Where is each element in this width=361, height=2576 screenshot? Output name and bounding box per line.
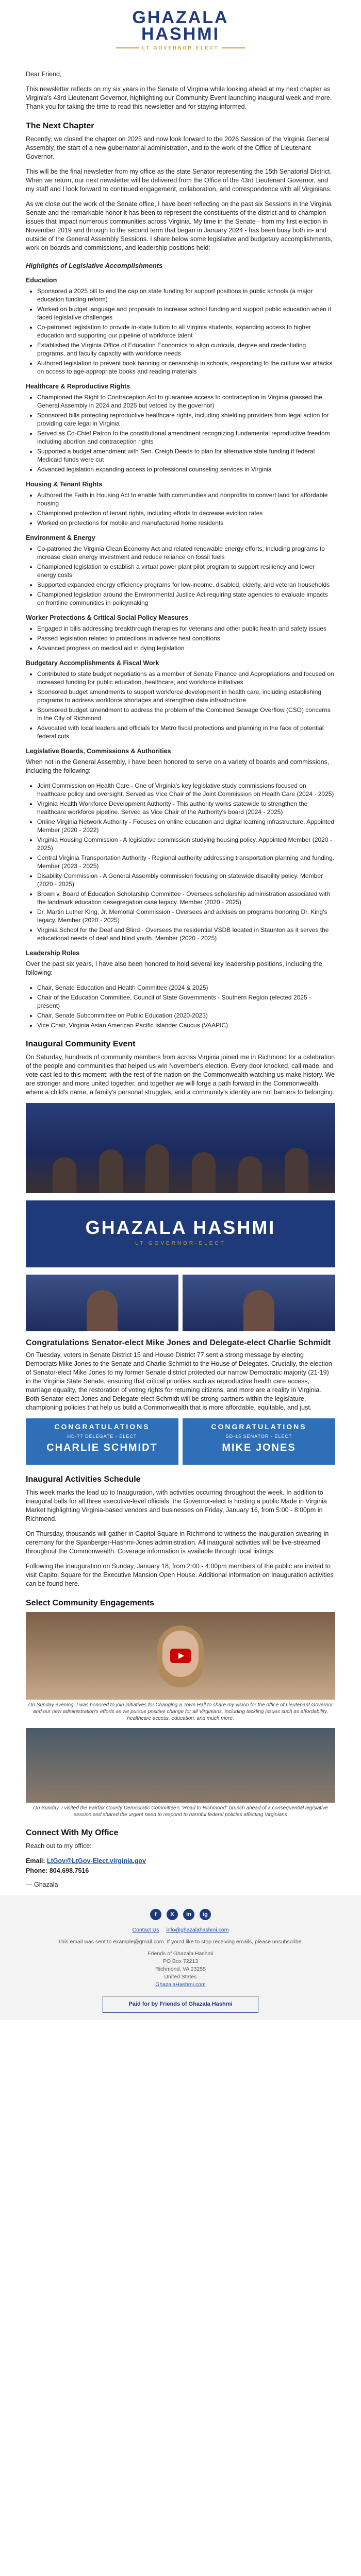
list-item: • Co-patroned the Virginia Clean Economy Act and related renewable energy efforts, including programs to increase clean energy investment and reduce reliance on fossil fuels: [37, 545, 335, 561]
list-item: • Chair, Senate Subcommittee on Public Education (2020-2023): [37, 1011, 335, 1020]
list-item: • Championed legislation around the Environmental Justice Act requiring state agencies to evaluate impacts on frontline communities in policymaking: [37, 590, 335, 607]
list-item: • Disability Commission - A General Assembly commission focusing on statewide disability policy. Member (2020 - 2025): [37, 872, 335, 888]
instagram-icon[interactable]: ig: [200, 1909, 211, 1920]
list-item: • Sponsored budget amendments to support workforce development in health care, including establishing programs to address workforce shortages and strengthen data infrastructure: [37, 688, 335, 704]
list-item: • Chair of the Education Committee, Council of State Governments - Southern Region (elected 2025 - present): [37, 993, 335, 1010]
event-photos-pair: [26, 1275, 335, 1331]
footer-address-1: PO Box 72213: [162, 1958, 199, 1964]
logo-name-1: GHAZALA: [132, 8, 229, 27]
banner-sub: LT GOVERNOR-ELECT: [135, 1241, 226, 1246]
list-item: • Authored legislation to prevent book banning or censorship in schools, responding to the culture war attacks on access to age-appropriate books and reading materials: [37, 359, 335, 376]
schedule-p3: Following the inauguration on Sunday, January 18, from 2:00 - 4:00pm members of the public are invited to visit Capitol Square for the Executive Mansion Open House. Additional information on Inauguration activities can be found here.: [26, 1563, 334, 1587]
newsletter-page: GHAZALA HASHMI LT GOVERNOR-ELECT Dear Friend, This newsletter reflects on my six years in the Senate of Virginia while looking ahead at my next chapter as Virginia's 43rd Lieutenant Governor, highlighting our Community Event launching inaugural week and more. Thank you for taking the time to read this newsletter and for staying informed. The Next Chapter Recently, we closed the chapter on 2025 and now look forward to the 2026 Session of the Virginia General Assembly, the start of a new gubernatorial administration, and to the work of the Office of Lieutenant Governor. This will be the final newsletter from my office as the state Senator representing the 15th Senatorial District. When we return, our next newsletter will be delivered from the Office of the 43rd Lieutenant Governor, and my staff and I look forward to continued engagement, collaboration, and correspondence with all Virginians. As we close out the work of the Senate office, I have been reflecting on the past six Sessions in the Virginia Senate and the remarkable honor it has been to represent the constituents of the district and to champion issues that impact numerous communities across Virginia. My time in the Senate - from my first election in November 2019 and through to the second term that began in January 2024 - has been busy both in- and outside of the General Assembly Sessions. I share below some legislative and budgetary accomplishments, work on boards and commissions, and leadership positions held: Highlights of Legislative Accomplishments Education • Sponsored a 2025 bill to end the cap on state funding for support positions in public schools (a major education funding reform) • Worked on budget language and proposals to increase school funding and support public education when it faced legislative challenges • Co-patroned legislation to provide in-state tuition to all Virginia students, expanding access to higher education and supporting our pipeline of workforce talent • Established the Virginia Office of Education Economics to align curricula, degree and credentialing programs, and faculty capacity with workforce needs • Authored legislation to prevent book banning or censorship in schools, responding to the culture war attacks on access to age-appropriate books and reading materials Healthcare & Reproductive Rights • Championed the Right to Contraception Act to guarantee access to contraception in Virginia (passed the General Assembly in 2024 and 2025 but vetoed by the governor) • Sponsored bills protecting reproductive healthcare rights, including shielding providers from legal action for providing care legal in Virginia • Served as Co-Chief Patron to the constitutional amendment recognizing fundamental reproductive freedom including abortion and contraception rights • Supported a budget amendment with Sen. Creigh Deeds to plan for alternative state funding if federal Medicaid funds were cut • Advanced legislation expanding access to professional counseling services in Virginia Housing & Tenant Rights • Authored the Faith in Housing Act to enable faith communities and nonprofits to convert land for affordable housing • Championed protection of tenant rights, including efforts to decrease eviction rates • Worked on protections for mobile and manufactured home residents Environment & Energy • Co-patroned the Virginia Clean Economy Act and related renewable energy efforts, including programs to increase clean energy investment and reduce reliance on fossil fuels • Championed legislation to establish a virtual power plant pilot program to support resiliency and lower energy costs • Supported expanded energy efficiency programs for low-income, disabled, elderly, and veteran households • Championed legislation around the Environmental Justice Act requiring state agencies to evaluate impacts on frontline communities in policymaking Worker Protections & Critical Social Policy Measures • Engaged in bills addressing breakthrough therapies for veterans and other public health and safety issues • Passed legislation related to protections in adverse heat conditions • Advanced progress on medical aid in dying legislation Budgetary Accomplishments & Fiscal Work • Contributed to state budget negotiations as a member of Senate Finance and Appropriations and focused on increased funding for public education, healthcare, and workforce initiatives • Sponsored budget amendments to support workforce development in health care, including establishing programs to address workforce shortages and strengthen data infrastructure • Sponsored budget amendment to address the problem of the Combined Sewage Overflow (CSO) concerns in the City of Richmond • Advocated with local leaders and officials for Metro fiscal protections and planning in the face of potential federal cuts Legislative Boards, Commissions & Authorities When not in the General Assembly, I have been honored to serve on a variety of boards and commissions, including the following: • Joint Commission on Health Care - One of Virginia's key legislative study commissions focused on healthcare policy and oversight. Served as Vice Chair of the Joint Commission on Health Care (2024 - 2025) • Virginia Health Workforce Development Authority - This authority works statewide to strengthen the healthcare workforce pipeline. Served as Vice Chair of the Authority's board (2024 - 2025) • Online Virginia Network Authority - Focuses on online education and digital learning infrastructure. Appointed Member (2020 - 2022) • Virginia Housing Commission - A legislative commission studying housing policy. Appointed Member (2020 - 2025) • Central Virginia Transportation Authority - Regional authority addressing transportation planning and funding. Member (2023 - 2025) • Disability Commission - A General Assembly commission focusing on statewide disability policy. Member (2020 - 2025) • Brown v. Board of Education Scholarship Committee - Oversees scholarship administration associated with the landmark education desegregation case legacy. Member (2020 - 2025) • Dr. Martin Luther King, Jr. Memorial Commission - Oversees and advises on programs honoring Dr. King's legacy. Member (2020 - 2025) • Virginia School for the Deaf and Blind - Oversees the residential VSDB located in Staunton as it serves the educational needs of deaf and blind youth. Member (2020 - 2025) Leadership Roles Over the past six years, I have also been honored to hold several key leadership positions, including the following: • Chair, Senate Education and Health Committee (2024 & 2025) • Chair of the Education Committee, Council of State Governments - Southern Region (elected 2025 - present) • Chair, Senate Subcommittee on Public Education (2020-2023) • Vice Chair, Virginia Asian American Pacific Islander Caucus (VAAPIC) Inaugural Community Event On Saturday, hundreds of community members from across Virginia joined me in Richmond for a celebration of the people and communities that helped us win November's election. Every door knocked, call made, and vote cast led to this moment: with the rest of the nation on the Commonwealth watching us make history. We are stronger and more united together, and together we will forge a path forward in the Commonwealth where a child's name, a family's personal struggles, and a community's identity are not barriers to belonging. GHAZALA HASHMI LT GOVERNOR-ELECT Congratulations Senator-elect Mike Jones and Delegate-elect Charlie Schmidt On Tuesday, voters in Senate District 15 and House District 77 sent a strong message by electing Democrats Mike Jones to the Senate and Charlie Schmidt to the House of Delegates. Crucially, the election of Senator-elect Mike Jones to my former Senate district protected our narrow Democratic majority (21-19) in the Virginia State Senate, ensuring that critical priorities such as reproductive health care access, marriage equality, the restoration of voting rights for returning citizens, and more are a reality in Virginia. Both Senator-elect Jones and Delegate-elect Schmidt will be strong partners within the legislature, championing policies that help us build a Commonwealth that is more affordable, equitable, and just. CONGRATULATIONS HD-77 DELEGATE - ELECT CHARLIE SCHMIDT CONGRATULATIONS SD-15 SENATOR - ELECT MIKE JONES Inaugural Activities Schedule This week marks the lead up to Inauguration, with activities occurring throughout the week. In addition to inaugural balls for all three executive-level officials, the Governor-elect is hosting a public Made in Virginia Market highlighting Virginia-based vendors and businesses on Friday, January 16, from 5:00 - 8:00pm in Richmond. On Thursday, thousands will gather in Capitol Square in Richmond to witness the inauguration swearing-in ceremony for the Spanberger-Hashmi-Jones administration. All inaugural activities will be live-streamed throughout the Commonwealth. Coverage information is available through local listings. Following the inauguration on Sunday, January 18, from 2:00 - 4:00pm members of the public are invited to visit Capitol Square for the Executive Mansion Open House. Additional information on Inauguration activities can be found here. Select Community Engagements On Sunday evening, I was honored to join initiatives for Changing a Town Hall to share my vision for the office of Lieutenant Governor and our new administration's efforts as we pursue positive change for all Virginians, including tackling issues such as affordability, healthcare access, education, and much more. On Sunday, I visited the Fairfax County Democratic Committee's "Road to Richmond" brunch ahead of a consequential legislative session and shared the urgent need to respond to harmful federal policies affecting Virginians Connect With My Office Reach out to my office: Email: LtGov@LtGov-Elect.virginia.gov Phone: 804.698.7516 — Ghazala f X in ig Contact Us info@ghazalahashmi.com This email was sent to example@gmail.com. If you'd like to stop receiving emails, please unsubscribe. Friends of Ghazala Hashmi PO Box 72213 Richmond, VA 23255 United States GhazalaHashmi.com Paid for by Friends of Ghazala Hashmi: [0, 0, 361, 2576]
list-item: • Virginia School for the Deaf and Blind - Oversees the residential VSDB located in Staunton as it serves the educational needs of deaf and blind youth. Member (2020 - 2025): [37, 926, 335, 942]
list-item: • Virginia Health Workforce Development Authority - This authority works statewide to strengthen the healthcare workforce pipeline. Served as Vice Chair of the Authority's board (2024 - 2025): [37, 800, 335, 816]
schedule-p1: This week marks the lead up to Inauguration, with activities occurring throughout the week. In addition to inaugural balls for all three executive-level officials, the Governor-elect is hosting a public Made in Virginia Market highlighting Virginia-based vendors and businesses on Friday, January 16, from 5:00 - 8:00pm in Richmond.: [26, 1489, 327, 1522]
list-item: • Supported expanded energy efficiency programs for low-income, disabled, elderly, and veteran households: [37, 581, 335, 589]
website-link[interactable]: GhazalaHashmi.com: [155, 1981, 206, 1988]
list-item: • Joint Commission on Health Care - One of Virginia's key legislative study commissions focused on healthcare policy and oversight. Served as Vice Chair of the Joint Commission on Health Care (2024 - 2025): [37, 782, 335, 798]
list-item: • Served as Co-Chief Patron to the constitutional amendment recognizing fundamental reproductive freedom including abortion and contraception rights: [37, 429, 335, 446]
list-item: • Brown v. Board of Education Scholarship Committee - Oversees scholarship administration associated with the landmark education desegregation case legacy. Member (2020 - 2025): [37, 890, 335, 906]
congrats-card-jones: CONGRATULATIONS SD-15 SENATOR - ELECT MIKE JONES: [183, 1418, 335, 1465]
list-item: • Dr. Martin Luther King, Jr. Memorial Commission - Oversees and advises on programs honoring Dr. King's legacy. Member (2020 - 2025): [37, 908, 335, 924]
list-item: • Worked on budget language and proposals to increase school funding and support public education when it faced legislative challenges: [37, 305, 335, 321]
list-item: • Sponsored a 2025 bill to end the cap on state funding for support positions in public schools (a major education funding reform): [37, 287, 335, 303]
signoff: — Ghazala: [26, 1881, 58, 1888]
leadership-list: [37, 984, 335, 1029]
inaugural-title: Inaugural Community Event: [26, 1040, 136, 1048]
facebook-icon[interactable]: f: [150, 1909, 161, 1920]
logo-name-2: HASHMI: [141, 24, 220, 44]
intro-paragraph: This newsletter reflects on my six years in the Senate of Virginia while looking ahead at my next chapter as Virginia's 43rd Lieutenant Governor, highlighting our Community Event launching inaugural week and more. Thank you for taking the time to read this newsletter and for staying informed.: [26, 86, 332, 110]
linkedin-icon[interactable]: in: [183, 1909, 194, 1920]
list-item: • Engaged in bills addressing breakthrough therapies for veterans and other public health and safety issues: [37, 624, 335, 633]
list-item: • Championed protection of tenant rights, including efforts to decrease eviction rates: [37, 509, 335, 517]
list-item: • Online Virginia Network Authority - Focuses on online education and digital learning infrastructure. Appointed Member (2020 - 2022): [37, 818, 335, 834]
next-chapter-p2: This will be the final newsletter from my office as the state Senator representing the 15th Senatorial District. When we return, our next newsletter will be delivered from the Office of the 43rd Lieutenant Governor, and my staff and I look forward to continued engagement, collaboration, and correspondence with all Virginians.: [26, 168, 332, 193]
community-caption-2: On Sunday, I visited the Fairfax County Democratic Committee's "Road to Richmond" brunch ahead of a consequential legislative session and shared the urgent need to respond to harmful federal policies affecting Virginians: [33, 1805, 328, 1818]
header: [26, 0, 335, 70]
footer-address-2: Richmond, VA 23255: [155, 1966, 206, 1972]
list-item: • Advanced legislation expanding access to professional counseling services in Virginia: [37, 465, 335, 473]
list-item: • Sponsored budget amendment to address the problem of the Combined Sewage Overflow (CSO) concerns in the City of Richmond: [37, 706, 335, 722]
social-links: [0, 1909, 361, 1920]
paid-for-box: Paid for by Friends of Ghazala Hashmi: [103, 1996, 258, 2013]
footer-org: Friends of Ghazala Hashmi: [147, 1951, 214, 1957]
list-item: • Championed the Right to Contraception Act to guarantee access to contraception in Virginia (passed the General Assembly in 2024 and 2025 but vetoed by the governor): [37, 393, 335, 410]
footer-country: United States: [164, 1974, 197, 1980]
connect-title: Connect With My Office: [26, 1828, 119, 1837]
housing-title: Housing & Tenant Rights: [26, 481, 103, 488]
congrats-card-schmidt: CONGRATULATIONS HD-77 DELEGATE - ELECT CHARLIE SCHMIDT: [26, 1418, 178, 1465]
healthcare-title: Healthcare & Reproductive Rights: [26, 383, 130, 390]
list-item: • Vice Chair, Virginia Asian American Pacific Islander Caucus (VAAPIC): [37, 1021, 335, 1029]
logo-subtitle: LT GOVERNOR-ELECT: [116, 45, 245, 50]
budget-title: Budgetary Accomplishments & Fiscal Work: [26, 659, 159, 667]
list-item: • Championed legislation to establish a virtual power plant pilot program to support resiliency and lower energy costs: [37, 563, 335, 579]
next-chapter-p3: As we close out the work of the Senate office, I have been reflecting on the past six Sessions in the Virginia Senate and the remarkable honor it has been to represent the constituents of the district and to champion issues that impact numerous communities across Virginia. My time in the Senate - from my first election in November 2019 and through to the second term that began in January 2024 - has been busy both in- and outside of the General Assembly Sessions. I share below some legislative and budgetary accomplishments, work on boards and commissions, and leadership positions held:: [26, 200, 333, 251]
email-link[interactable]: LtGov@LtGov-Elect.virginia.gov: [47, 1857, 146, 1865]
next-chapter-title: The Next Chapter: [26, 122, 94, 130]
list-item: • Worked on protections for mobile and manufactured home residents: [37, 519, 335, 527]
phone-number: 804.698.7516: [49, 1867, 89, 1874]
event-photo-banner: [26, 1200, 335, 1267]
x-icon[interactable]: X: [167, 1909, 178, 1920]
boards-title: Legislative Boards, Commissions & Authorities: [26, 748, 171, 755]
list-item: • Chair, Senate Education and Health Committee (2024 & 2025): [37, 984, 335, 992]
list-item: • Authored the Faith in Housing Act to enable faith communities and nonprofits to convert land for affordable housing: [37, 491, 335, 507]
list-item: • Advanced progress on medical aid in dying legislation: [37, 644, 335, 652]
photo-brunch: [26, 1728, 335, 1803]
housing-list: [37, 491, 335, 527]
education-title: Education: [26, 277, 57, 284]
schedule-title: Inaugural Activities Schedule: [26, 1475, 141, 1484]
video-thumbnail-townhall[interactable]: [26, 1612, 335, 1700]
congrats-title: Congratulations Senator-elect Mike Jones and Delegate-elect Charlie Schmidt: [26, 1338, 331, 1347]
highlights-title: Highlights of Legislative Accomplishments: [26, 262, 163, 269]
boards-intro: When not in the General Assembly, I have been honored to serve on a variety of boards and commissions, including the following:: [26, 758, 330, 774]
list-item: • Sponsored bills protecting reproductive healthcare rights, including shielding providers from legal action for providing care legal in Virginia: [37, 411, 335, 428]
community-title: Select Community Engagements: [26, 1599, 154, 1607]
footer-unsub: This email was sent to example@gmail.com. If you'd like to stop receiving emails, please unsubscribe.: [58, 1939, 303, 1945]
worker-list: [37, 624, 335, 652]
inaugural-p1: On Saturday, hundreds of community members from across Virginia joined me in Richmond for a celebration of the people and communities that helped us win November's election. Every door knocked, call made, and vote cast led to this moment: with the rest of the nation on the Commonwealth watching us make history. We are stronger and more united together, and together we will forge a path forward in the Commonwealth where a child's name, a family's personal struggles, and a community's identity are not barriers to belonging.: [26, 1054, 335, 1096]
leadership-title: Leadership Roles: [26, 950, 80, 957]
list-item: • Advocated with local leaders and officials for Metro fiscal protections and planning in the face of potential federal cuts: [37, 724, 335, 740]
footer: [0, 1895, 361, 2020]
list-item: • Contributed to state budget negotiations as a member of Senate Finance and Appropriations and focused on increased funding for public education, healthcare, and workforce initiatives: [37, 670, 335, 686]
event-photo-crowd: [26, 1103, 335, 1193]
education-list: [37, 287, 335, 376]
greeting: Dear Friend,: [26, 71, 62, 78]
list-item: • Passed legislation related to protections in adverse heat conditions: [37, 634, 335, 642]
intro: [26, 70, 335, 111]
list-item: • Co-patroned legislation to provide in-state tuition to all Virginia students, expanding access to higher education and supporting our pipeline of workforce talent: [37, 323, 335, 340]
list-item: • Supported a budget amendment with Sen. Creigh Deeds to plan for alternative state funding if federal Medicaid funds were cut: [37, 447, 335, 464]
next-chapter-p1: Recently, we closed the chapter on 2025 and now look forward to the 2026 Session of the Virginia General Assembly, the start of a new gubernatorial administration, and to the work of the Office of Lieutenant Governor.: [26, 135, 330, 160]
environment-list: [37, 545, 335, 607]
budget-list: [37, 670, 335, 740]
environment-title: Environment & Energy: [26, 534, 95, 541]
congrats-cards: [26, 1418, 335, 1465]
list-item: • Central Virginia Transportation Authority - Regional authority addressing transportation planning and funding. Member (2023 - 2025): [37, 854, 335, 870]
list-item: • Virginia Housing Commission - A legislative commission studying housing policy. Appointed Member (2020 - 2025): [37, 836, 335, 852]
contact-us-link[interactable]: Contact Us: [132, 1927, 159, 1933]
play-icon[interactable]: [170, 1649, 191, 1663]
schedule-p2: On Thursday, thousands will gather in Capitol Square in Richmond to witness the inauguration swearing-in ceremony for the Spanberger-Hashmi-Jones administration. All inaugural activities will be live-streamed throughout the Commonwealth. Coverage information is available through local listings.: [26, 1530, 329, 1555]
worker-title: Worker Protections & Critical Social Policy Measures: [26, 614, 189, 621]
list-item: • Established the Virginia Office of Education Economics to align curricula, degree and credentialing programs, and faculty capacity with workforce needs: [37, 341, 335, 358]
connect-intro: Reach out to my office:: [26, 1842, 92, 1850]
banner-name: GHAZALA HASHMI: [85, 1217, 276, 1238]
boards-list: [37, 782, 335, 942]
info-email-link[interactable]: info@ghazalahashmi.com: [166, 1927, 229, 1933]
community-caption-1: On Sunday evening, I was honored to join initiatives for Changing a Town Hall to share my vision for the office of Lieutenant Governor and our new administration's efforts as we pursue positive change for all Virginians, including tackling issues such as affordability, healthcare access, education, and much more.: [28, 1702, 333, 1721]
leadership-intro: Over the past six years, I have also been honored to hold several key leadership positions, including the following:: [26, 960, 322, 976]
congrats-p1: On Tuesday, voters in Senate District 15 and House District 77 sent a strong message by electing Democrats Mike Jones to the Senate and Charlie Schmidt to the House of Delegates. Crucially, the election of Senator-elect Mike Jones to my former Senate district protected our narrow Democratic majority (21-19) in the Virginia State Senate, ensuring that critical priorities such as reproductive health care access, marriage equality, the restoration of voting rights for returning citizens, and more are a reality in Virginia. Both Senator-elect Jones and Delegate-elect Schmidt will be strong partners within the legislature, championing policies that help us build a Commonwealth that is more affordable, equitable, and just.: [26, 1351, 332, 1411]
healthcare-list: [37, 393, 335, 473]
